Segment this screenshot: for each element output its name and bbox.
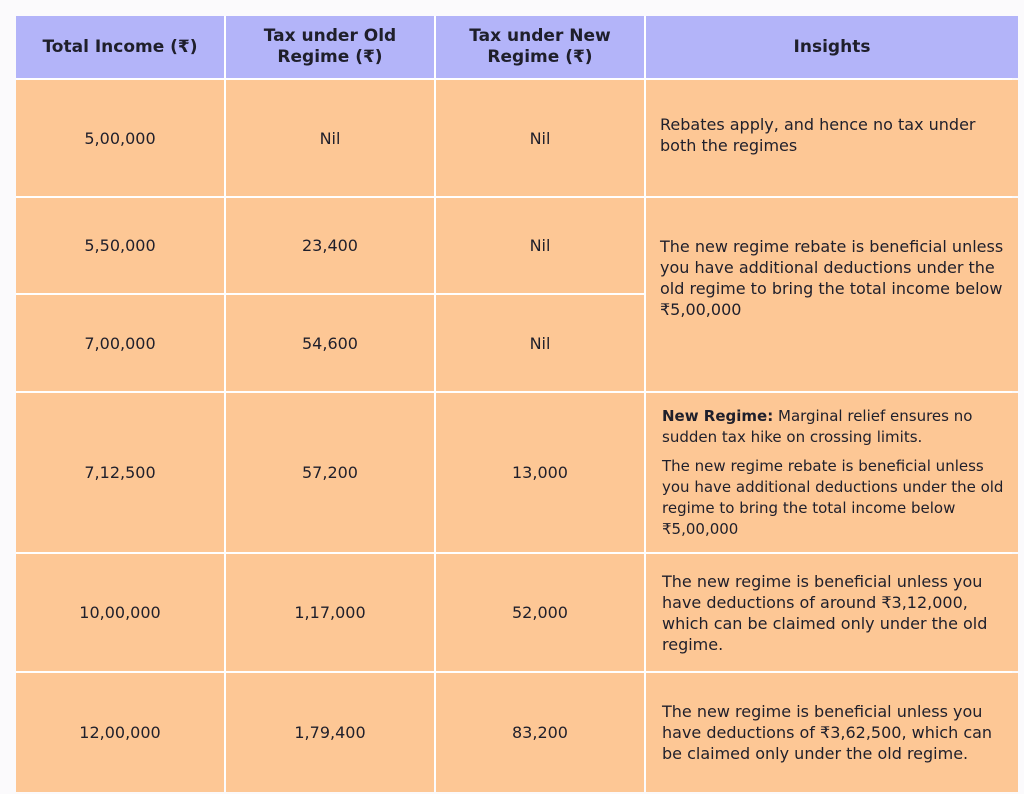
insight-text: The new regime is beneficial unless you have deductions of around ₹3,12,000, which can be claimed only under the old regime.	[662, 571, 988, 654]
insight-text: The new regime rebate is beneficial unless you have additional deductions under the old regime to bring the total income below ₹5,00,000	[660, 237, 1004, 319]
old-tax-cell: 1,17,000	[226, 554, 434, 671]
old-tax-cell: Nil	[226, 80, 434, 196]
old-tax-cell: 23,400	[226, 198, 434, 293]
header-total-income: Total Income (₹)	[16, 16, 224, 78]
insight-cell	[646, 673, 1018, 792]
new-tax-cell: Nil	[436, 80, 644, 196]
new-tax-cell: Nil	[436, 295, 644, 391]
insight-cell	[646, 80, 1018, 196]
income-cell: 5,50,000	[16, 198, 224, 293]
insight-paragraph	[662, 456, 1006, 540]
income-cell: 7,12,500	[16, 393, 224, 552]
new-tax-cell: 13,000	[436, 393, 644, 552]
insight-cell	[646, 393, 1018, 552]
insight-text: Marginal relief ensures no sudden tax hike on crossing limits.	[662, 406, 973, 446]
insight-cell	[646, 554, 1018, 671]
insight-text: The new regime is beneficial unless you have deductions of ₹3,62,500, which can be claimed only under the old regime.	[662, 702, 993, 763]
old-tax-cell: 1,79,400	[226, 673, 434, 792]
new-tax-cell: 52,000	[436, 554, 644, 671]
old-tax-cell: 57,200	[226, 393, 434, 552]
header-tax-old-regime: Tax under Old Regime (₹)	[226, 16, 434, 78]
new-tax-cell: Nil	[436, 198, 644, 293]
header-insights: Insights	[646, 16, 1018, 78]
header-tax-new-regime: Tax under New Regime (₹)	[436, 16, 644, 78]
old-tax-cell: 54,600	[226, 295, 434, 391]
insight-text: The new regime rebate is beneficial unless you have additional deductions under the old regime to bring the total income below ₹5,00,000	[662, 456, 1004, 538]
insight-label: New Regime:	[662, 406, 774, 425]
income-cell: 12,00,000	[16, 673, 224, 792]
income-cell: 10,00,000	[16, 554, 224, 671]
insight-paragraph	[662, 406, 1006, 448]
income-cell: 7,00,000	[16, 295, 224, 391]
insight-cell-merged	[646, 198, 1018, 391]
new-tax-cell: 83,200	[436, 673, 644, 792]
tax-comparison-table	[16, 16, 1012, 780]
income-cell: 5,00,000	[16, 80, 224, 196]
insight-text: Rebates apply, and hence no tax under both the regimes	[660, 115, 976, 155]
